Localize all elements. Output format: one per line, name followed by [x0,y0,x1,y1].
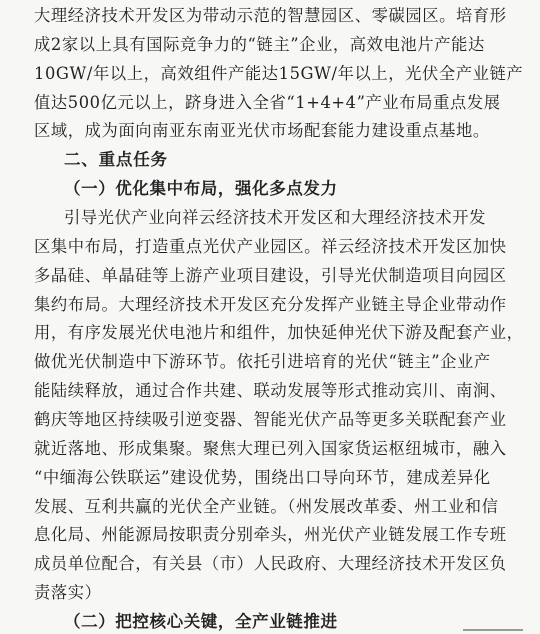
paragraph-line: 值达500亿元以上，跻身进入全省“1+4+4”产业布局重点发展 [34,92,501,112]
paragraph-line: 息化局、州能源局按职责分别牵头，州光伏产业链发展工作专班 [34,525,507,545]
section-heading: 二、重点任务 [64,150,168,170]
subsection-heading: （一）优化集中布局，强化多点发力 [64,179,338,199]
paragraph-line: 责落实） [34,583,102,603]
paragraph-line: 鹤庆等地区持续吸引逆变器、智能光伏产品等更多关联配套产业 [34,410,507,429]
paragraph-line: 发展、互利共赢的光伏全产业链。（州发展改革委、州工业和信 [34,496,499,516]
subsection-heading: （二）把控核心关键，全产业链推进 [64,612,338,631]
paragraph-line: 引导光伏产业向祥云经济技术开发区和大理经济技术开发 [64,208,487,227]
paragraph-line: 集约布局。大理经济技术开发区充分发挥产业链主导企业带动作 [34,294,507,314]
bottom-rule [463,629,523,631]
paragraph-line: 10GW/年以上，高效组件产能达15GW/年以上，光伏全产业链产 [34,63,524,83]
paragraph-line: “中缅海公铁联运”建设优势，围绕出口导向环节，建成差异化 [34,467,491,487]
paragraph-line: 做优光伏制造中下游环节。依托引进培育的光伏“链主”企业产 [34,352,491,372]
paragraph-line: 大理经济技术开发区为带动示范的智慧园区、零碳园区。培育形 [34,6,507,25]
paragraph-line: 区集中布局，打造重点光伏产业园区。祥云经济技术开发区加快 [34,236,507,256]
paragraph-line: 用，有序发展光伏电池片和组件，加快延伸光伏下游及配套产业， [34,323,524,343]
paragraph-line: 多晶硅、单晶硅等上游产业项目建设，引导光伏制造项目向园区 [34,265,507,285]
paragraph-line: 就近落地、形成集聚。聚焦大理已列入国家货运枢纽城市，融入 [34,438,507,458]
paragraph-line: 成员单位配合，有关县（市）人民政府、大理经济技术开发区负 [34,554,507,574]
paragraph-line: 区域，成为面向南亚东南亚光伏市场配套能力建设重点基地。 [34,121,490,141]
paragraph-line: 能陆续释放，通过合作共建、联动发展等形式推动宾川、南涧、 [34,381,507,401]
paragraph-line: 成2家以上具有国际竞争力的“链主”企业，高效电池片产能达 [34,34,485,54]
